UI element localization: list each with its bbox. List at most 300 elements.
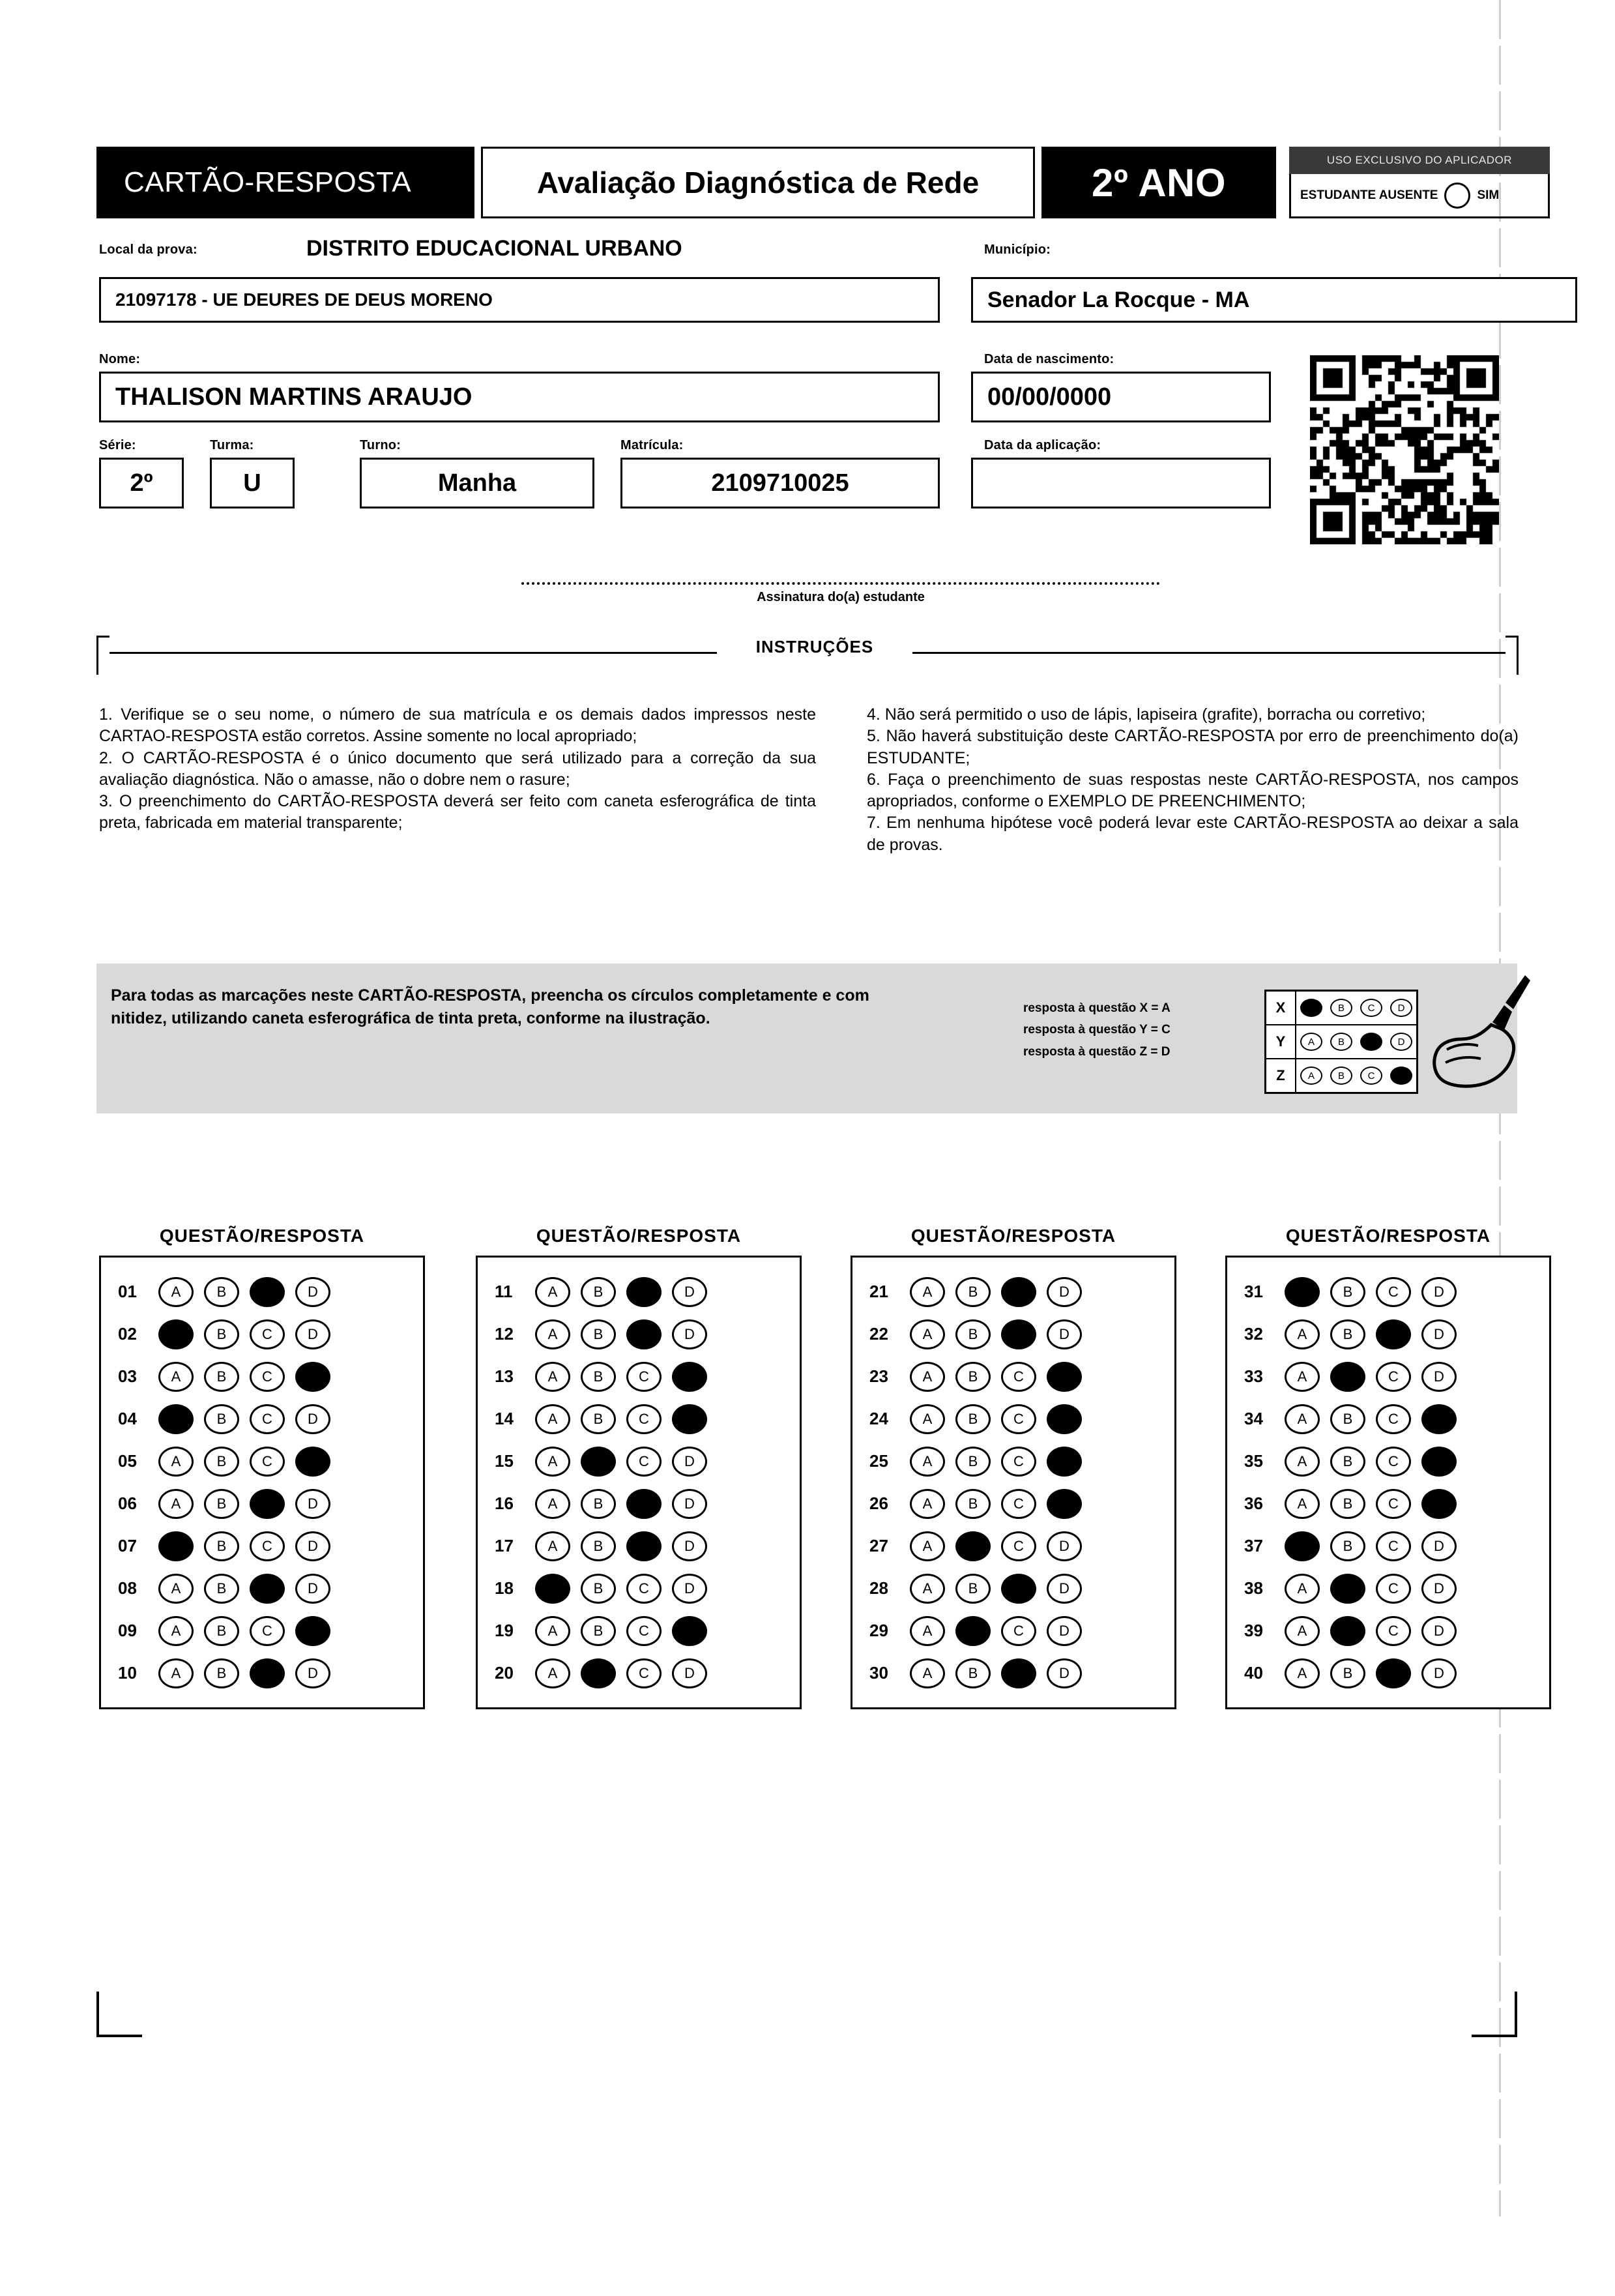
example-bubble	[1326, 1065, 1356, 1087]
answer-bubble-c[interactable]: C	[250, 1362, 285, 1392]
answer-bubble-c[interactable]: C	[1001, 1404, 1036, 1434]
answer-bubble-b[interactable]: B	[955, 1489, 991, 1519]
question-number: 36	[1244, 1494, 1263, 1513]
fill-example-grid	[1264, 990, 1418, 1094]
answer-bubble-b[interactable]: B	[204, 1658, 239, 1688]
answer-bubble-a[interactable]	[158, 1404, 194, 1434]
example-bubble	[1386, 997, 1416, 1019]
answer-column-3	[851, 1226, 1176, 1709]
answer-bubble-c[interactable]	[1001, 1319, 1036, 1349]
answer-bubble-b[interactable]: B	[581, 1489, 616, 1519]
answer-bubble-c[interactable]: C	[250, 1447, 285, 1477]
answer-bubble-b[interactable]: B	[955, 1658, 991, 1688]
answer-bubble-a[interactable]: A	[910, 1489, 945, 1519]
answer-bubble-a[interactable]: A	[535, 1362, 570, 1392]
example-grid-row	[1266, 1059, 1416, 1092]
example-row-label: Y	[1266, 1025, 1296, 1058]
answer-bubble-d[interactable]: D	[1047, 1277, 1082, 1307]
answer-bubble-b[interactable]: B	[204, 1319, 239, 1349]
applicator-box	[1289, 147, 1550, 218]
answer-bubble-a[interactable]: A	[158, 1277, 194, 1307]
instruction-item: 4. Não será permitido o uso de lápis, lapiseira (grafite), borracha ou corretivo;	[867, 705, 1426, 724]
answer-row	[852, 1271, 1174, 1313]
answer-bubble-d[interactable]: D	[1421, 1574, 1457, 1604]
example-bubble	[1296, 1031, 1326, 1053]
question-number: 05	[118, 1451, 137, 1471]
answer-row	[1227, 1440, 1549, 1482]
question-number: 21	[869, 1282, 888, 1301]
answer-bubble-b[interactable]: B	[1330, 1658, 1365, 1688]
instruction-item: 3. O preenchimento do CARTÃO-RESPOSTA deverá ser feito com caneta esferográfica de tinta preta, fabricada em material transparente;	[99, 792, 816, 832]
example-row-label: Z	[1266, 1059, 1296, 1092]
answer-row	[1227, 1652, 1549, 1694]
example-bubble-a: A	[1300, 1033, 1322, 1051]
answer-bubble-b[interactable]	[955, 1531, 991, 1561]
answer-row	[852, 1610, 1174, 1652]
example-bubble	[1386, 1065, 1416, 1087]
answer-bubble-c[interactable]: C	[250, 1319, 285, 1349]
answer-bubble-c[interactable]	[1001, 1277, 1036, 1307]
instr-frame-tr-v	[1517, 636, 1519, 675]
answer-bubble-a[interactable]	[535, 1574, 570, 1604]
bottom-left-bracket-v	[96, 1992, 99, 2037]
answer-bubble-b[interactable]: B	[581, 1362, 616, 1392]
answer-row	[1227, 1482, 1549, 1525]
question-number: 31	[1244, 1282, 1263, 1301]
answer-bubble-b[interactable]	[1330, 1362, 1365, 1392]
card-title: CARTÃO-RESPOSTA	[96, 147, 474, 218]
example-bubble	[1356, 1065, 1386, 1087]
answer-bubble-a[interactable]: A	[535, 1616, 570, 1646]
example-bubble-c: C	[1360, 1067, 1382, 1085]
question-number: 18	[495, 1578, 514, 1598]
answer-bubble-a[interactable]: A	[158, 1362, 194, 1392]
example-bubble-a: A	[1300, 1067, 1322, 1085]
answer-bubble-b[interactable]: B	[1330, 1277, 1365, 1307]
example-legend-line: resposta à questão Y = C	[1023, 1023, 1171, 1037]
answer-bubble-b[interactable]: B	[581, 1319, 616, 1349]
answer-bubble-a[interactable]: A	[158, 1658, 194, 1688]
answer-bubble-c[interactable]: C	[626, 1404, 662, 1434]
answer-row	[852, 1482, 1174, 1525]
answer-bubble-a[interactable]	[158, 1319, 194, 1349]
answer-bubble-d[interactable]	[1421, 1447, 1457, 1477]
signature-label: Assinatura do(a) estudante	[757, 590, 925, 604]
answer-bubble-c[interactable]: C	[1376, 1489, 1411, 1519]
answer-bubble-d[interactable]: D	[1421, 1658, 1457, 1688]
example-bubble-b: B	[1330, 1067, 1352, 1085]
answer-bubble-b[interactable]: B	[204, 1362, 239, 1392]
answer-row	[478, 1440, 800, 1482]
answer-bubble-d[interactable]: D	[1047, 1616, 1082, 1646]
question-number: 34	[1244, 1409, 1263, 1428]
birthdate-field[interactable]: 00/00/0000	[971, 372, 1271, 422]
bottom-right-bracket-h	[1472, 2035, 1517, 2037]
answer-bubble-d[interactable]: D	[1421, 1616, 1457, 1646]
answer-bubble-d[interactable]	[672, 1616, 707, 1646]
answer-bubble-c[interactable]	[1001, 1658, 1036, 1688]
answer-bubble-b[interactable]	[581, 1447, 616, 1477]
answer-row	[852, 1398, 1174, 1440]
header-bar	[96, 147, 1517, 224]
answer-bubble-c[interactable]: C	[626, 1574, 662, 1604]
answer-bubble-d[interactable]: D	[295, 1319, 330, 1349]
instructions-right-column	[867, 704, 1519, 856]
answer-row	[101, 1525, 423, 1567]
answer-row	[1227, 1610, 1549, 1652]
answer-bubble-c[interactable]: C	[626, 1616, 662, 1646]
answer-bubble-b[interactable]: B	[955, 1447, 991, 1477]
question-number: 32	[1244, 1324, 1263, 1344]
answer-bubble-d[interactable]	[1047, 1362, 1082, 1392]
question-number: 38	[1244, 1578, 1263, 1598]
answer-bubble-c[interactable]	[1001, 1574, 1036, 1604]
answer-bubble-d[interactable]: D	[672, 1319, 707, 1349]
answer-bubble-d[interactable]: D	[1421, 1319, 1457, 1349]
hand-pen-icon	[1427, 971, 1532, 1102]
serie-field[interactable]: 2º	[99, 458, 184, 508]
question-number: 08	[118, 1578, 137, 1598]
answer-bubble-b[interactable]: B	[204, 1447, 239, 1477]
answer-bubble-d[interactable]: D	[295, 1531, 330, 1561]
answer-bubble-a[interactable]: A	[910, 1574, 945, 1604]
question-number: 23	[869, 1366, 888, 1386]
answer-bubble-d[interactable]: D	[295, 1277, 330, 1307]
answer-bubble-d[interactable]	[1047, 1447, 1082, 1477]
answer-bubble-c[interactable]: C	[626, 1362, 662, 1392]
answer-bubble-c[interactable]: C	[1001, 1616, 1036, 1646]
question-number: 29	[869, 1621, 888, 1640]
answer-row	[852, 1652, 1174, 1694]
question-number: 40	[1244, 1663, 1263, 1683]
signature-line[interactable]	[521, 582, 1160, 585]
answer-column-header: QUESTÃO/RESPOSTA	[1285, 1226, 1491, 1246]
question-number: 16	[495, 1494, 514, 1513]
answer-bubble-c[interactable]	[626, 1489, 662, 1519]
instr-rule-left	[109, 652, 735, 654]
answer-bubble-d[interactable]: D	[672, 1489, 707, 1519]
answer-bubble-b[interactable]: B	[204, 1531, 239, 1561]
question-number: 20	[495, 1663, 514, 1683]
answer-bubble-c[interactable]: C	[626, 1658, 662, 1688]
answer-bubble-a[interactable]: A	[1285, 1362, 1320, 1392]
answer-column-header: QUESTÃO/RESPOSTA	[910, 1226, 1116, 1246]
answer-bubble-d[interactable]: D	[672, 1277, 707, 1307]
matricula-field[interactable]: 2109710025	[620, 458, 940, 508]
question-number: 02	[118, 1324, 137, 1344]
answer-bubble-d[interactable]	[295, 1447, 330, 1477]
answer-bubble-a[interactable]: A	[1285, 1574, 1320, 1604]
question-number: 25	[869, 1451, 888, 1471]
example-bubble	[1356, 997, 1386, 1019]
local-value: DISTRITO EDUCACIONAL URBANO	[306, 236, 682, 261]
student-name-field[interactable]: THALISON MARTINS ARAUJO	[99, 372, 940, 422]
answer-bubble-b[interactable]: B	[1330, 1489, 1365, 1519]
answer-grid	[99, 1256, 425, 1709]
answer-row	[852, 1313, 1174, 1355]
answer-bubble-c[interactable]: C	[250, 1531, 285, 1561]
answer-bubble-c[interactable]: C	[250, 1404, 285, 1434]
exam-title: Avaliação Diagnóstica de Rede	[481, 147, 1035, 218]
answer-bubble-b[interactable]: B	[1330, 1447, 1365, 1477]
answer-bubble-b[interactable]: B	[1330, 1531, 1365, 1561]
answer-column-4	[1225, 1226, 1551, 1709]
answer-bubble-c[interactable]: C	[1376, 1404, 1411, 1434]
example-row-label: X	[1266, 992, 1296, 1024]
answer-bubble-a[interactable]: A	[535, 1319, 570, 1349]
answer-row	[852, 1567, 1174, 1610]
answer-bubble-d[interactable]: D	[672, 1658, 707, 1688]
answer-bubble-c[interactable]: C	[1376, 1362, 1411, 1392]
example-bubble	[1326, 1031, 1356, 1053]
question-number: 22	[869, 1324, 888, 1344]
answer-bubble-a[interactable]: A	[158, 1489, 194, 1519]
question-number: 27	[869, 1536, 888, 1555]
answer-bubble-b[interactable]: B	[955, 1404, 991, 1434]
question-number: 30	[869, 1663, 888, 1683]
instr-frame-tl-v	[96, 636, 98, 675]
answer-bubble-d[interactable]: D	[1047, 1658, 1082, 1688]
example-bubble	[1296, 997, 1326, 1019]
answer-bubble-c[interactable]	[626, 1531, 662, 1561]
school-field[interactable]: 21097178 - UE DEURES DE DEUS MORENO	[99, 277, 940, 323]
turno-field[interactable]: Manha	[360, 458, 594, 508]
answer-row	[478, 1355, 800, 1398]
answer-bubble-c[interactable]: C	[1001, 1362, 1036, 1392]
answer-bubble-a[interactable]: A	[910, 1362, 945, 1392]
answer-bubble-b[interactable]: B	[581, 1404, 616, 1434]
question-number: 01	[118, 1282, 137, 1301]
answer-bubble-a[interactable]	[1285, 1531, 1320, 1561]
example-bubble-d: D	[1390, 1067, 1412, 1085]
answer-bubble-a[interactable]: A	[158, 1447, 194, 1477]
question-number: 15	[495, 1451, 514, 1471]
question-number: 14	[495, 1409, 514, 1428]
answer-row	[1227, 1271, 1549, 1313]
answer-bubble-a[interactable]: A	[1285, 1616, 1320, 1646]
question-number: 09	[118, 1621, 137, 1640]
answer-bubble-d[interactable]: D	[295, 1574, 330, 1604]
answer-bubble-d[interactable]: D	[1421, 1362, 1457, 1392]
answer-row	[101, 1398, 423, 1440]
answer-bubble-b[interactable]: B	[955, 1319, 991, 1349]
absent-student-row[interactable]	[1289, 174, 1550, 218]
answer-bubble-d[interactable]: D	[672, 1447, 707, 1477]
answer-bubble-c[interactable]: C	[1376, 1447, 1411, 1477]
answer-bubble-a[interactable]: A	[535, 1447, 570, 1477]
answer-bubble-b[interactable]	[955, 1616, 991, 1646]
turma-field[interactable]: U	[210, 458, 295, 508]
answer-row	[852, 1440, 1174, 1482]
answer-bubble-a[interactable]: A	[1285, 1447, 1320, 1477]
question-number: 24	[869, 1409, 888, 1428]
answer-bubble-c[interactable]: C	[1376, 1531, 1411, 1561]
nascimento-label: Data de nascimento:	[984, 352, 1114, 366]
answer-bubble-c[interactable]: C	[1376, 1574, 1411, 1604]
answer-row	[101, 1567, 423, 1610]
example-bubble	[1386, 1031, 1416, 1053]
example-grid-row	[1266, 992, 1416, 1025]
question-number: 13	[495, 1366, 514, 1386]
answer-bubble-a[interactable]	[158, 1531, 194, 1561]
answer-bubble-b[interactable]: B	[581, 1531, 616, 1561]
example-bubble	[1326, 997, 1356, 1019]
answer-bubble-d[interactable]	[1421, 1489, 1457, 1519]
answer-bubble-c[interactable]: C	[1001, 1447, 1036, 1477]
turma-label: Turma:	[210, 438, 254, 452]
answer-bubble-a[interactable]: A	[1285, 1319, 1320, 1349]
answer-bubble-a[interactable]: A	[910, 1277, 945, 1307]
fill-example-legend	[1023, 997, 1171, 1063]
answer-bubble-d[interactable]: D	[295, 1404, 330, 1434]
answer-bubble-b[interactable]: B	[204, 1616, 239, 1646]
example-bubble-b: B	[1330, 1033, 1352, 1051]
answer-bubble-a[interactable]: A	[535, 1404, 570, 1434]
answer-bubble-d[interactable]: D	[1421, 1531, 1457, 1561]
answer-column-header: QUESTÃO/RESPOSTA	[159, 1226, 365, 1246]
turno-label: Turno:	[360, 438, 401, 452]
answer-bubble-a[interactable]: A	[910, 1658, 945, 1688]
answer-bubble-b[interactable]: B	[955, 1574, 991, 1604]
answer-bubble-d[interactable]: D	[672, 1531, 707, 1561]
answer-bubble-a[interactable]: A	[1285, 1404, 1320, 1434]
answer-bubble-b[interactable]: B	[204, 1404, 239, 1434]
answer-column-2	[476, 1226, 802, 1709]
answer-bubble-a[interactable]: A	[158, 1574, 194, 1604]
example-bubble	[1296, 1065, 1326, 1087]
qr-code	[1310, 355, 1499, 544]
instruction-item: 6. Faça o preenchimento de suas respostas neste CARTÃO-RESPOSTA, nos campos apropriados, conforme o EXEMPLO DE PREENCHIMENTO;	[867, 770, 1519, 810]
answer-row	[478, 1567, 800, 1610]
answer-bubble-c[interactable]	[1376, 1658, 1411, 1688]
absent-student-label: ESTUDANTE AUSENTE	[1300, 188, 1438, 202]
question-number: 39	[1244, 1621, 1263, 1640]
answer-row	[101, 1355, 423, 1398]
question-number: 26	[869, 1494, 888, 1513]
answer-bubble-a[interactable]: A	[535, 1489, 570, 1519]
answer-bubble-a[interactable]: A	[535, 1277, 570, 1307]
answer-bubble-b[interactable]	[1330, 1616, 1365, 1646]
answer-bubble-a[interactable]: A	[910, 1447, 945, 1477]
municipio-field[interactable]: Senador La Rocque - MA	[971, 277, 1577, 323]
grade-badge: 2º ANO	[1041, 147, 1276, 218]
instruction-item: 7. Em nenhuma hipótese você poderá levar este CARTÃO-RESPOSTA ao deixar a sala de provas.	[867, 814, 1519, 854]
answer-row	[101, 1610, 423, 1652]
answer-bubble-a[interactable]: A	[1285, 1489, 1320, 1519]
instruction-item: 5. Não haverá substituição deste CARTÃO-RESPOSTA por erro de preenchimento do(a) ESTUDANTE;	[867, 727, 1519, 767]
answer-bubble-b[interactable]: B	[581, 1574, 616, 1604]
answer-bubble-c[interactable]	[250, 1658, 285, 1688]
nome-label: Nome:	[99, 352, 141, 366]
answer-bubble-b[interactable]	[1330, 1574, 1365, 1604]
applicator-title: USO EXCLUSIVO DO APLICADOR	[1289, 147, 1550, 174]
answer-bubble-b[interactable]: B	[1330, 1404, 1365, 1434]
answer-bubble-c[interactable]: C	[1376, 1616, 1411, 1646]
answer-bubble-a[interactable]: A	[910, 1531, 945, 1561]
example-grid-row	[1266, 1025, 1416, 1059]
answer-bubble-a[interactable]	[1285, 1277, 1320, 1307]
answer-row	[1227, 1567, 1549, 1610]
answer-bubble-a[interactable]: A	[535, 1531, 570, 1561]
answer-bubble-c[interactable]	[626, 1277, 662, 1307]
answer-row	[852, 1525, 1174, 1567]
question-number: 37	[1244, 1536, 1263, 1555]
answer-bubble-b[interactable]	[581, 1658, 616, 1688]
answer-bubble-d[interactable]: D	[1421, 1277, 1457, 1307]
answer-bubble-b[interactable]: B	[581, 1616, 616, 1646]
answer-bubble-b[interactable]: B	[581, 1277, 616, 1307]
answer-bubble-c[interactable]	[250, 1489, 285, 1519]
answer-bubble-d[interactable]: D	[1047, 1319, 1082, 1349]
answer-bubble-d[interactable]: D	[1047, 1574, 1082, 1604]
question-number: 06	[118, 1494, 137, 1513]
answer-row	[101, 1652, 423, 1694]
application-date-field[interactable]	[971, 458, 1271, 508]
matricula-label: Matrícula:	[620, 438, 684, 452]
answer-bubble-a[interactable]: A	[1285, 1658, 1320, 1688]
answer-bubble-d[interactable]	[672, 1362, 707, 1392]
answer-bubble-b[interactable]: B	[955, 1362, 991, 1392]
question-number: 35	[1244, 1451, 1263, 1471]
answer-bubble-c[interactable]: C	[250, 1616, 285, 1646]
answer-row	[478, 1652, 800, 1694]
answer-bubble-a[interactable]: A	[158, 1616, 194, 1646]
question-number: 10	[118, 1663, 137, 1683]
answer-bubble-c[interactable]	[1376, 1319, 1411, 1349]
answer-bubble-c[interactable]	[626, 1319, 662, 1349]
answer-bubble-a[interactable]: A	[910, 1616, 945, 1646]
example-bubble	[1356, 1031, 1386, 1053]
answer-bubble-d[interactable]	[295, 1362, 330, 1392]
answer-bubble-d[interactable]: D	[295, 1489, 330, 1519]
answer-row	[478, 1482, 800, 1525]
instruction-item: 2. O CARTÃO-RESPOSTA é o único documento que será utilizado para a correção da sua avaliação diagnóstica. Não o amasse, não o dobre nem o rasure;	[99, 748, 816, 789]
answer-bubble-d[interactable]: D	[1047, 1531, 1082, 1561]
question-number: 03	[118, 1366, 137, 1386]
answer-bubble-c[interactable]: C	[1001, 1489, 1036, 1519]
answer-bubble-a[interactable]: A	[910, 1404, 945, 1434]
answer-bubble-b[interactable]: B	[955, 1277, 991, 1307]
answer-bubble-c[interactable]: C	[1001, 1531, 1036, 1561]
answer-bubble-b[interactable]: B	[1330, 1319, 1365, 1349]
answer-bubble-d[interactable]	[1421, 1404, 1457, 1434]
answer-bubble-d[interactable]: D	[672, 1574, 707, 1604]
answer-bubble-c[interactable]: C	[626, 1447, 662, 1477]
answer-bubble-d[interactable]: D	[295, 1658, 330, 1688]
answer-bubble-c[interactable]	[250, 1574, 285, 1604]
example-bubble-b: B	[1330, 999, 1352, 1017]
answer-bubble-c[interactable]: C	[1376, 1277, 1411, 1307]
question-number: 11	[495, 1282, 513, 1301]
answer-bubble-a[interactable]: A	[910, 1319, 945, 1349]
local-label: Local da prova:	[99, 243, 197, 257]
answer-bubble-b[interactable]: B	[204, 1489, 239, 1519]
answer-bubble-d[interactable]	[1047, 1489, 1082, 1519]
answer-row	[1227, 1398, 1549, 1440]
answer-bubble-b[interactable]: B	[204, 1574, 239, 1604]
answer-bubble-d[interactable]	[1047, 1404, 1082, 1434]
answer-bubble-d[interactable]	[672, 1404, 707, 1434]
answer-column-header: QUESTÃO/RESPOSTA	[536, 1226, 742, 1246]
answer-column-1	[99, 1226, 425, 1709]
answer-bubble-d[interactable]	[295, 1616, 330, 1646]
answer-bubble-b[interactable]: B	[204, 1277, 239, 1307]
municipio-label: Município:	[984, 243, 1051, 257]
answer-bubble-a[interactable]: A	[535, 1658, 570, 1688]
answer-bubble-c[interactable]	[250, 1277, 285, 1307]
instructions-title: INSTRUÇÕES	[717, 637, 912, 657]
absent-bubble-icon[interactable]	[1444, 183, 1470, 209]
